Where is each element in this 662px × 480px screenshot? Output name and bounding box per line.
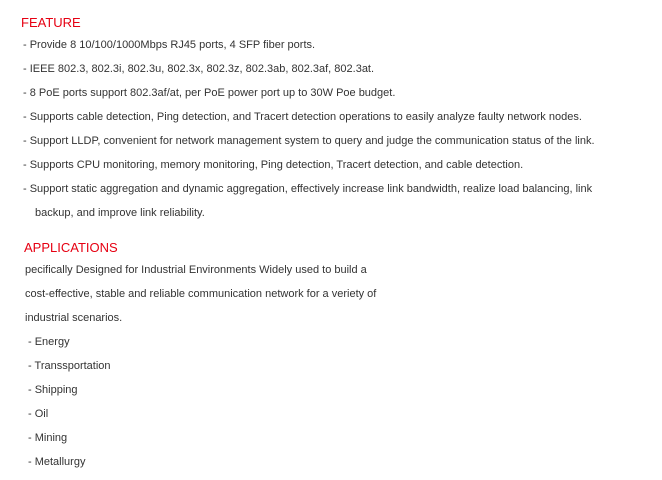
feature-item-cpu-monitoring: - Supports CPU monitoring, memory monitoring, Ping detection, Tracert detection, and cable detection.: [23, 159, 524, 171]
feature-item-cable-detection: - Supports cable detection, Ping detection, and Tracert detection operations to easily analyze faulty network nodes.: [23, 111, 582, 123]
application-item-oil: - Oil: [28, 408, 49, 420]
feature-item-ieee: - IEEE 802.3, 802.3i, 802.3u, 802.3x, 802.3z, 802.3ab, 802.3af, 802.3at.: [23, 63, 375, 75]
feature-item-aggregation-cont: backup, and improve link reliability.: [35, 207, 205, 219]
applications-heading: APPLICATIONS: [24, 240, 118, 255]
applications-intro-line-2: cost-effective, stable and reliable communication network for a veriety of: [25, 288, 377, 300]
application-item-metallurgy: - Metallurgy: [28, 456, 86, 468]
application-item-transportation: - Transsportation: [28, 360, 111, 372]
application-item-shipping: - Shipping: [28, 384, 78, 396]
feature-item-aggregation: - Support static aggregation and dynamic aggregation, effectively increase link bandwidth, realize load balancing, link: [23, 183, 593, 195]
feature-item-ports: - Provide 8 10/100/1000Mbps RJ45 ports, 4 SFP fiber ports.: [23, 39, 316, 51]
feature-item-poe: - 8 PoE ports support 802.3af/at, per PoE power port up to 30W Poe budget.: [23, 87, 396, 99]
applications-intro-line-3: industrial scenarios.: [25, 312, 123, 324]
application-item-mining: - Mining: [28, 432, 68, 444]
feature-item-lldp: - Support LLDP, convenient for network management system to query and judge the communication status of the link.: [23, 135, 595, 147]
feature-heading: FEATURE: [21, 15, 81, 30]
application-item-energy: - Energy: [28, 336, 70, 348]
applications-intro-line-1: pecifically Designed for Industrial Environments Widely used to build a: [25, 264, 367, 276]
